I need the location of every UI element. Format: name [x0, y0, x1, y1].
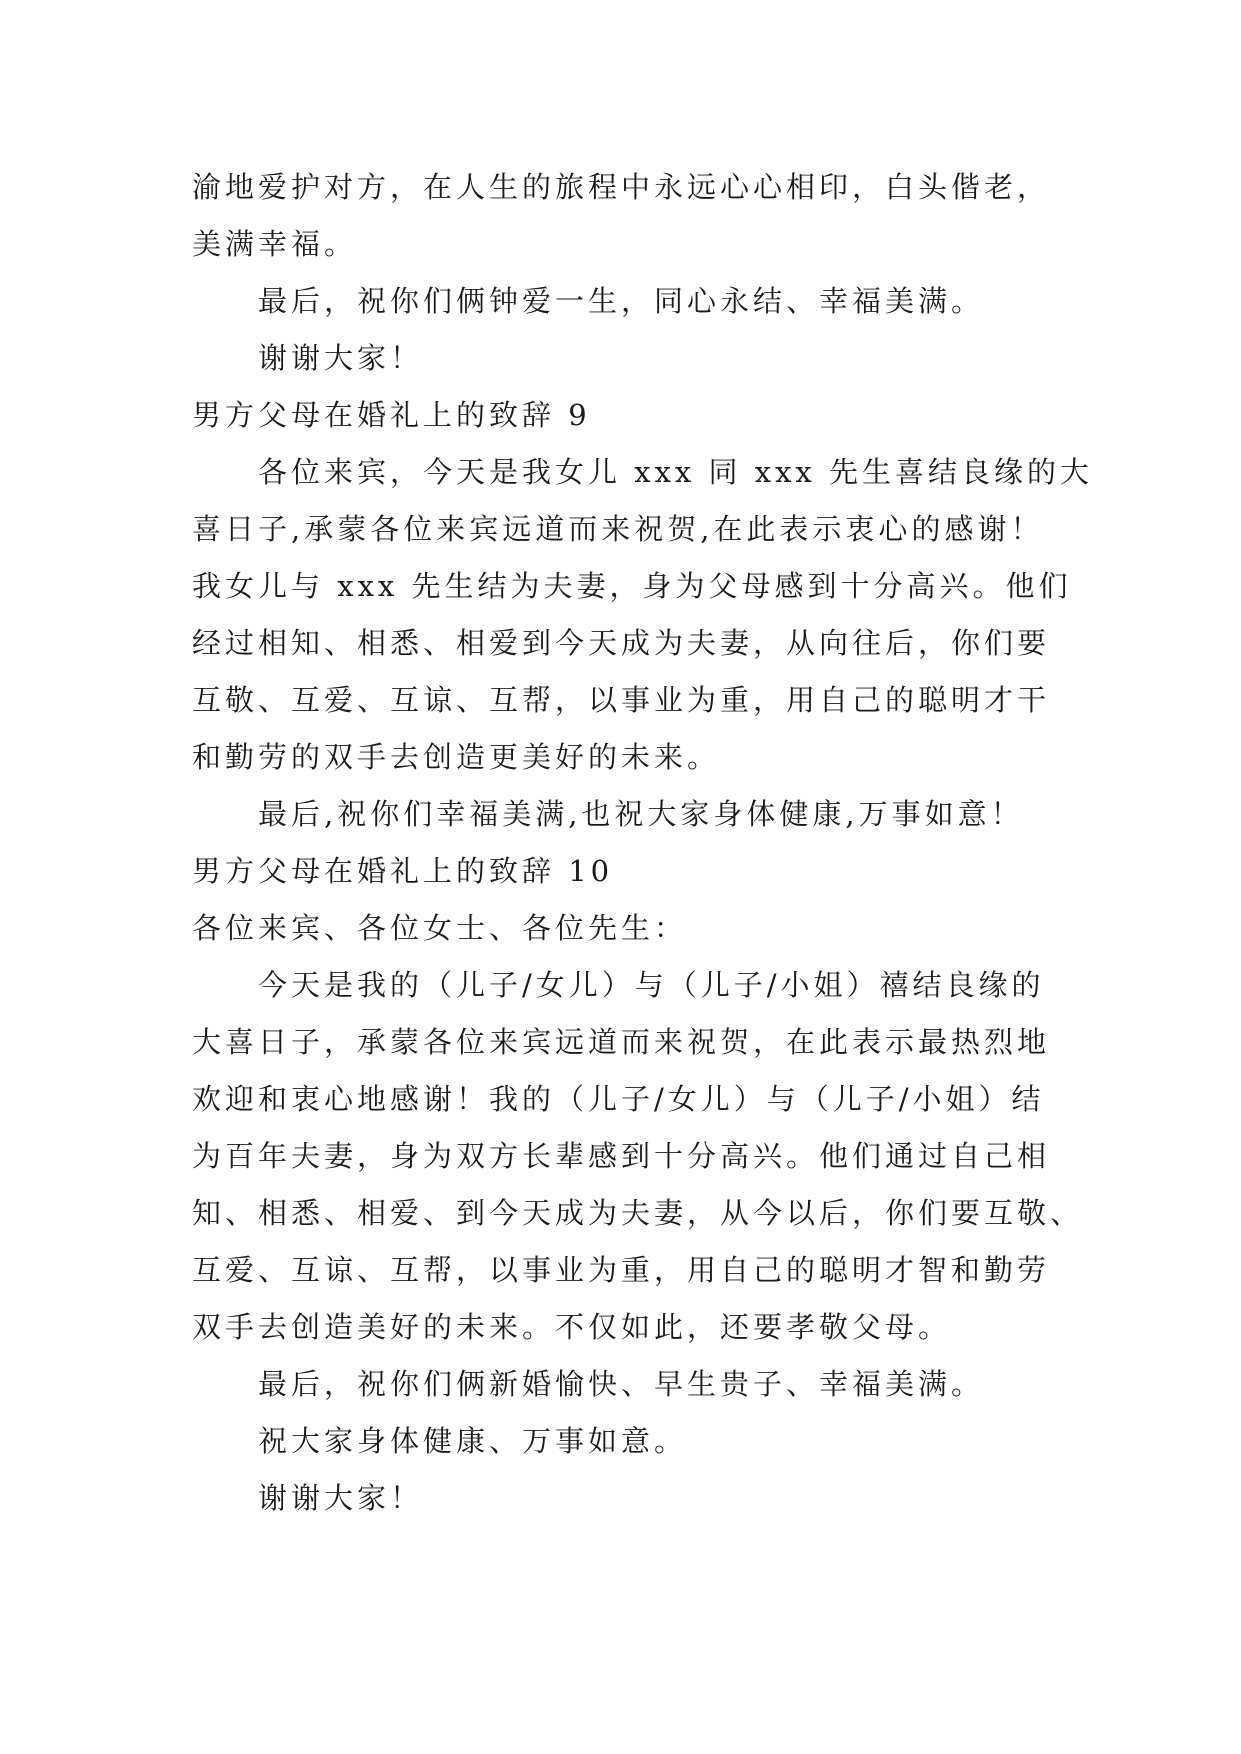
- paragraph-line: 知、相悉、相爱、到今天成为夫妻，从今以后，你们要互敬、: [192, 1196, 1084, 1230]
- paragraph-line: 祝大家身体健康、万事如意。: [258, 1424, 688, 1458]
- paragraph-line: 谢谢大家！: [258, 341, 424, 375]
- paragraph-line: 欢迎和衷心地感谢！我的（儿子/女儿）与（儿子/小姐）结: [192, 1082, 1045, 1116]
- paragraph-line: 喜日子,承蒙各位来宾远道而来祝贺,在此表示衷心的感谢！: [192, 512, 1044, 546]
- paragraph-line: 双手去创造美好的未来。不仅如此，还要孝敬父母。: [192, 1310, 952, 1344]
- paragraph-line: 互敬、互爱、互谅、互帮，以事业为重，用自己的聪明才干: [192, 683, 1051, 717]
- closing-line: 谢谢大家！: [258, 1481, 424, 1515]
- paragraph-line: 最后，祝你们俩新婚愉快、早生贵子、幸福美满。: [258, 1367, 985, 1401]
- paragraph-line: 我女儿与 xxx 先生结为夫妻，身为父母感到十分高兴。他们: [192, 569, 1072, 603]
- paragraph-line: 美满幸福。: [192, 227, 358, 261]
- paragraph-line: 今天是我的（儿子/女儿）与（儿子/小姐）禧结良缘的: [258, 968, 1045, 1002]
- paragraph-line: 经过相知、相悉、相爱到今天成为夫妻，从向往后，你们要: [192, 626, 1051, 660]
- section-heading: 男方父母在婚礼上的致辞 10: [192, 854, 614, 888]
- salutation-line: 各位来宾、各位女士、各位先生：: [192, 911, 688, 945]
- paragraph-line: 互爱、互谅、互帮，以事业为重，用自己的聪明才智和勤劳: [192, 1253, 1051, 1287]
- paragraph-line: 和勤劳的双手去创造更美好的未来。: [192, 740, 721, 774]
- paragraph-line: 为百年夫妻，身为双方长辈感到十分高兴。他们通过自己相: [192, 1139, 1051, 1173]
- section-heading: 男方父母在婚礼上的致辞 9: [192, 398, 591, 432]
- paragraph-line: 最后,祝你们幸福美满,也祝大家身体健康,万事如意！: [258, 797, 1024, 831]
- paragraph-line: 各位来宾，今天是我女儿 xxx 同 xxx 先生喜结良缘的大: [258, 455, 1094, 489]
- paragraph-line: 渝地爱护对方，在人生的旅程中永远心心相印，白头偕老，: [192, 170, 1051, 204]
- paragraph-line: 最后，祝你们俩钟爱一生，同心永结、幸福美满。: [258, 284, 985, 318]
- paragraph-line: 大喜日子，承蒙各位来宾远道而来祝贺，在此表示最热烈地: [192, 1025, 1051, 1059]
